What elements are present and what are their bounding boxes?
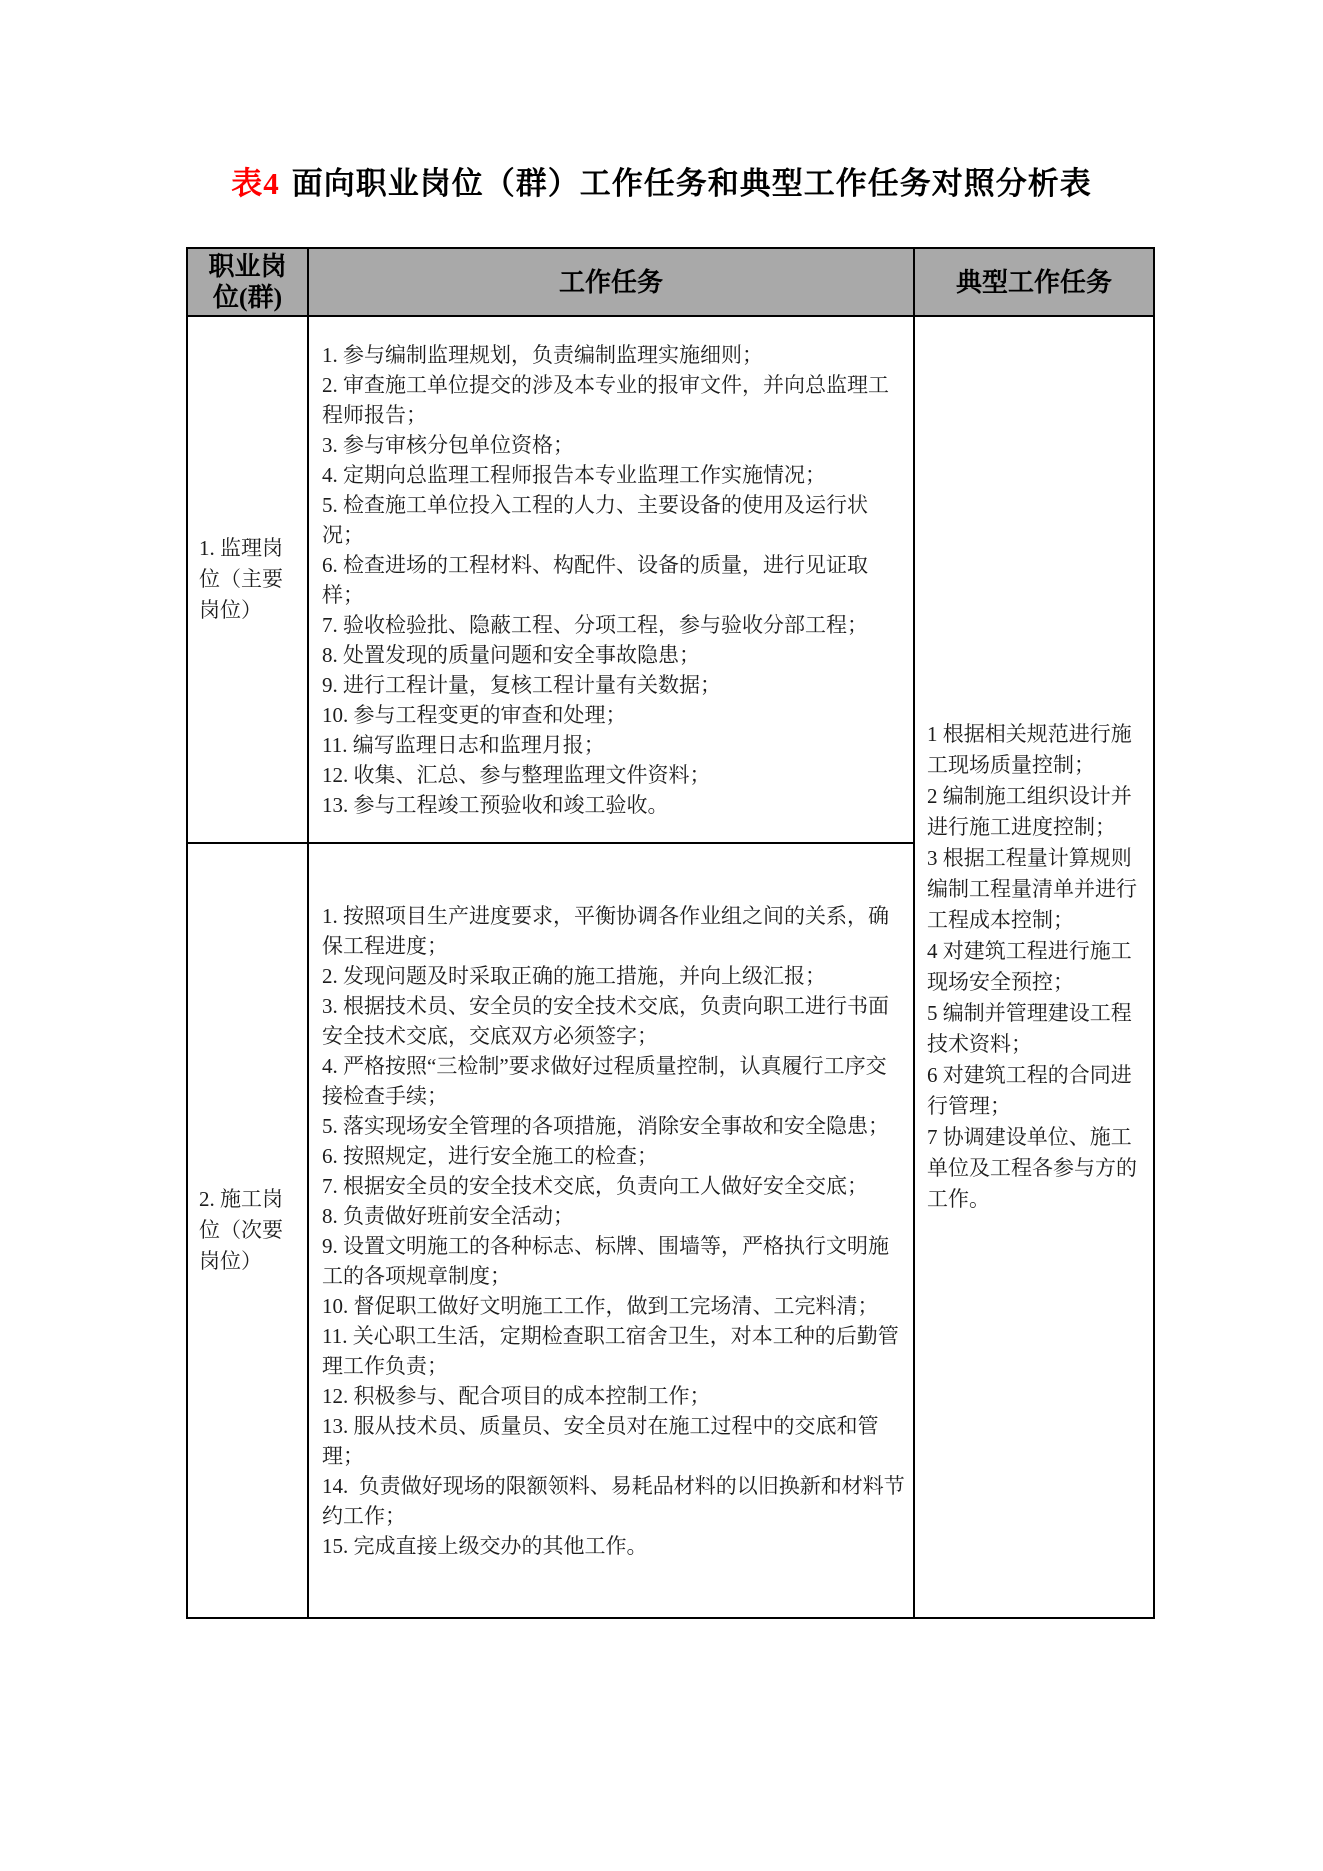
task-item: 4. 定期向总监理工程师报告本专业监理工作实施情况； [322, 462, 826, 487]
task-item: 1 根据相关规范进行施工现场质量控制； [927, 722, 1132, 777]
typical-tasks-cell [914, 316, 1154, 1618]
task-item: 10. 参与工程变更的审查和处理； [322, 702, 627, 727]
task-item: 13. 参与工程竣工预验收和竣工验收。 [322, 792, 669, 817]
tasks-cell [308, 843, 914, 1618]
task-item: 7. 根据安全员的安全技术交底，负责向工人做好安全交底； [322, 1173, 868, 1198]
header-row [187, 248, 1154, 316]
table-row-supervision [187, 316, 1154, 843]
task-item: 1. 按照项目生产进度要求，平衡协调各作业组之间的关系，确保工程进度； [322, 903, 889, 958]
task-item: 5. 检查施工单位投入工程的人力、主要设备的使用及运行状况； [322, 492, 868, 547]
header-cell-position: 职业岗位(群) [187, 248, 308, 316]
task-item: 9. 设置文明施工的各种标志、标牌、围墙等，严格执行文明施工的各项规章制度； [322, 1233, 889, 1288]
task-item: 4 对建筑工程进行施工现场安全预控； [927, 939, 1132, 994]
task-item: 6 对建筑工程的合同进行管理； [927, 1063, 1132, 1118]
task-item: 3 根据工程量计算规则编制工程量清单并进行工程成本控制； [927, 846, 1137, 932]
header-cell-typical: 典型工作任务 [914, 248, 1154, 316]
table-title-text: 面向职业岗位（群）工作任务和典型工作任务对照分析表 [291, 166, 1092, 201]
task-item: 11. 关心职工生活，定期检查职工宿舍卫生，对本工种的后勤管理工作负责； [322, 1323, 899, 1378]
task-item: 6. 按照规定，进行安全施工的检查； [322, 1143, 658, 1168]
task-item: 2. 发现问题及时采取正确的施工措施，并向上级汇报； [322, 963, 826, 988]
task-item: 3. 参与审核分包单位资格； [322, 432, 574, 457]
position-cell: 2. 施工岗位（次要岗位） [187, 843, 308, 1618]
task-item: 2 编制施工组织设计并进行施工进度控制； [927, 784, 1132, 839]
task-item: 13. 服从技术员、质量员、安全员对在施工过程中的交底和管理； [322, 1413, 879, 1468]
task-item: 4. 严格按照“三检制”要求做好过程质量控制，认真履行工序交接检查手续； [322, 1053, 887, 1108]
task-item: 9. 进行工程计量，复核工程计量有关数据； [322, 672, 721, 697]
task-item: 1. 参与编制监理规划，负责编制监理实施细则； [322, 342, 763, 367]
task-item: 7. 验收检验批、隐蔽工程、分项工程，参与验收分部工程； [322, 612, 868, 637]
position-cell: 1. 监理岗位（主要岗位） [187, 316, 308, 843]
table-number: 表4 [231, 166, 280, 201]
task-item: 8. 处置发现的质量问题和安全事故隐患； [322, 642, 700, 667]
task-item: 5 编制并管理建设工程技术资料； [927, 1001, 1132, 1056]
task-item: 15. 完成直接上级交办的其他工作。 [322, 1533, 648, 1558]
task-item: 11. 编写监理日志和监理月报； [322, 732, 605, 757]
tasks-cell [308, 316, 914, 843]
task-item: 14. 负责做好现场的限额领料、易耗品材料的以旧换新和材料节约工作； [322, 1473, 905, 1528]
task-item: 12. 积极参与、配合项目的成本控制工作； [322, 1383, 711, 1408]
task-item: 7 协调建设单位、施工单位及工程各参与方的工作。 [927, 1125, 1137, 1211]
task-item: 12. 收集、汇总、参与整理监理文件资料； [322, 762, 711, 787]
task-item: 2. 审查施工单位提交的涉及本专业的报审文件，并向总监理工程师报告； [322, 372, 889, 427]
task-item: 6. 检查进场的工程材料、构配件、设备的质量，进行见证取样； [322, 552, 868, 607]
analysis-table [186, 247, 1155, 1619]
task-item: 8. 负责做好班前安全活动； [322, 1203, 574, 1228]
task-item: 10. 督促职工做好文明施工工作，做到工完场清、工完料清； [322, 1293, 879, 1318]
header-cell-tasks: 工作任务 [308, 248, 914, 316]
task-item: 5. 落实现场安全管理的各项措施，消除安全事故和安全隐患； [322, 1113, 889, 1138]
task-item: 3. 根据技术员、安全员的安全技术交底，负责向职工进行书面安全技术交底，交底双方必须签字； [322, 993, 889, 1048]
page-title [0, 0, 1323, 203]
